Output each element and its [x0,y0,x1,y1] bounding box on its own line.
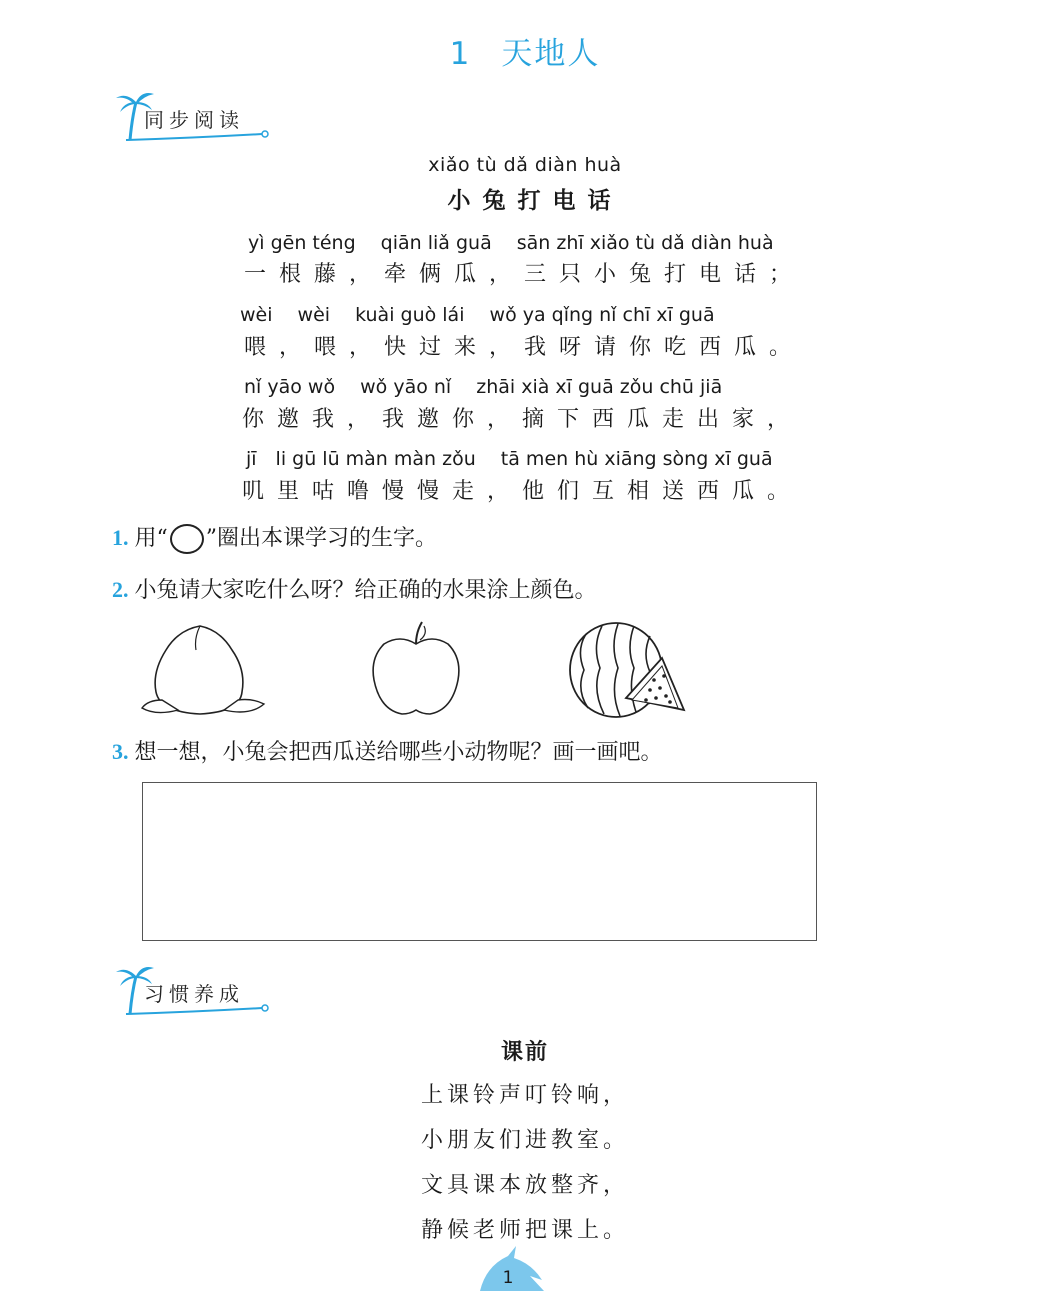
section-header-habit [112,962,282,1018]
lesson-title: 天地人 [501,36,601,72]
drawing-area[interactable] [142,782,817,941]
poem-line: 你邀我，我邀你，摘下西瓜走出家， [242,407,803,432]
section-title: 习惯养成 [144,982,244,1006]
section-title: 同步阅读 [144,108,244,132]
poem-line-pinyin: jī li gū lū màn màn zǒu tā men hù xiāng sòng xī guā [246,448,773,470]
poem-line: 一根藤，牵俩瓜，三只小兔打电话； [244,262,805,287]
question-text-end: ”圈出本课学习的生字。 [205,526,437,551]
page-number: 1 [502,1268,514,1288]
watermelon-icon[interactable] [566,620,690,720]
habit-poem-line: 小朋友们进教室。 [420,1128,629,1153]
question-text: 想一想，小兔会把西瓜送给哪些小动物呢？画一画吧。 [134,740,663,765]
question-2 [112,573,597,604]
poem-title-pinyin: xiǎo tù dǎ diàn huà [428,154,622,176]
circle-icon [170,524,204,554]
habit-poem-line: 上课铃声叮铃响， [420,1083,629,1108]
peach-icon[interactable] [138,620,268,720]
habit-poem-line: 文具课本放整齐， [420,1173,629,1198]
poem-line: 叽里咕噜慢慢走，他们互相送西瓜。 [242,479,803,504]
question-text: 小兔请大家吃什么呀？给正确的水果涂上颜色。 [134,578,597,603]
poem-line-pinyin: yì gēn téng qiān liǎ guā sān zhī xiǎo tù dǎ diàn huà [248,232,774,254]
apple-icon[interactable] [366,618,466,720]
section-header-reading [112,88,282,144]
poem-line-pinyin: wèi wèi kuài guò lái wǒ ya qǐng nǐ chī xī guā [240,304,715,326]
question-number: 1. [112,525,129,550]
poem-line: 喂，喂，快过来，我呀请你吃西瓜。 [244,335,805,360]
question-text-start: 用“ [134,526,168,551]
habit-poem-title: 课前 [500,1040,549,1065]
poem-line-pinyin: nǐ yāo wǒ wǒ yāo nǐ zhāi xià xī guā zǒu chū jiā [244,376,723,398]
question-1 [112,521,437,554]
question-number: 2. [112,577,129,602]
question-number: 3. [112,739,129,764]
poem-title: 小兔打电话 [447,188,623,214]
page-title [0,28,1050,73]
question-3 [112,735,663,766]
habit-poem-line: 静候老师把课上。 [420,1218,629,1243]
lesson-number: 1 [449,36,472,72]
